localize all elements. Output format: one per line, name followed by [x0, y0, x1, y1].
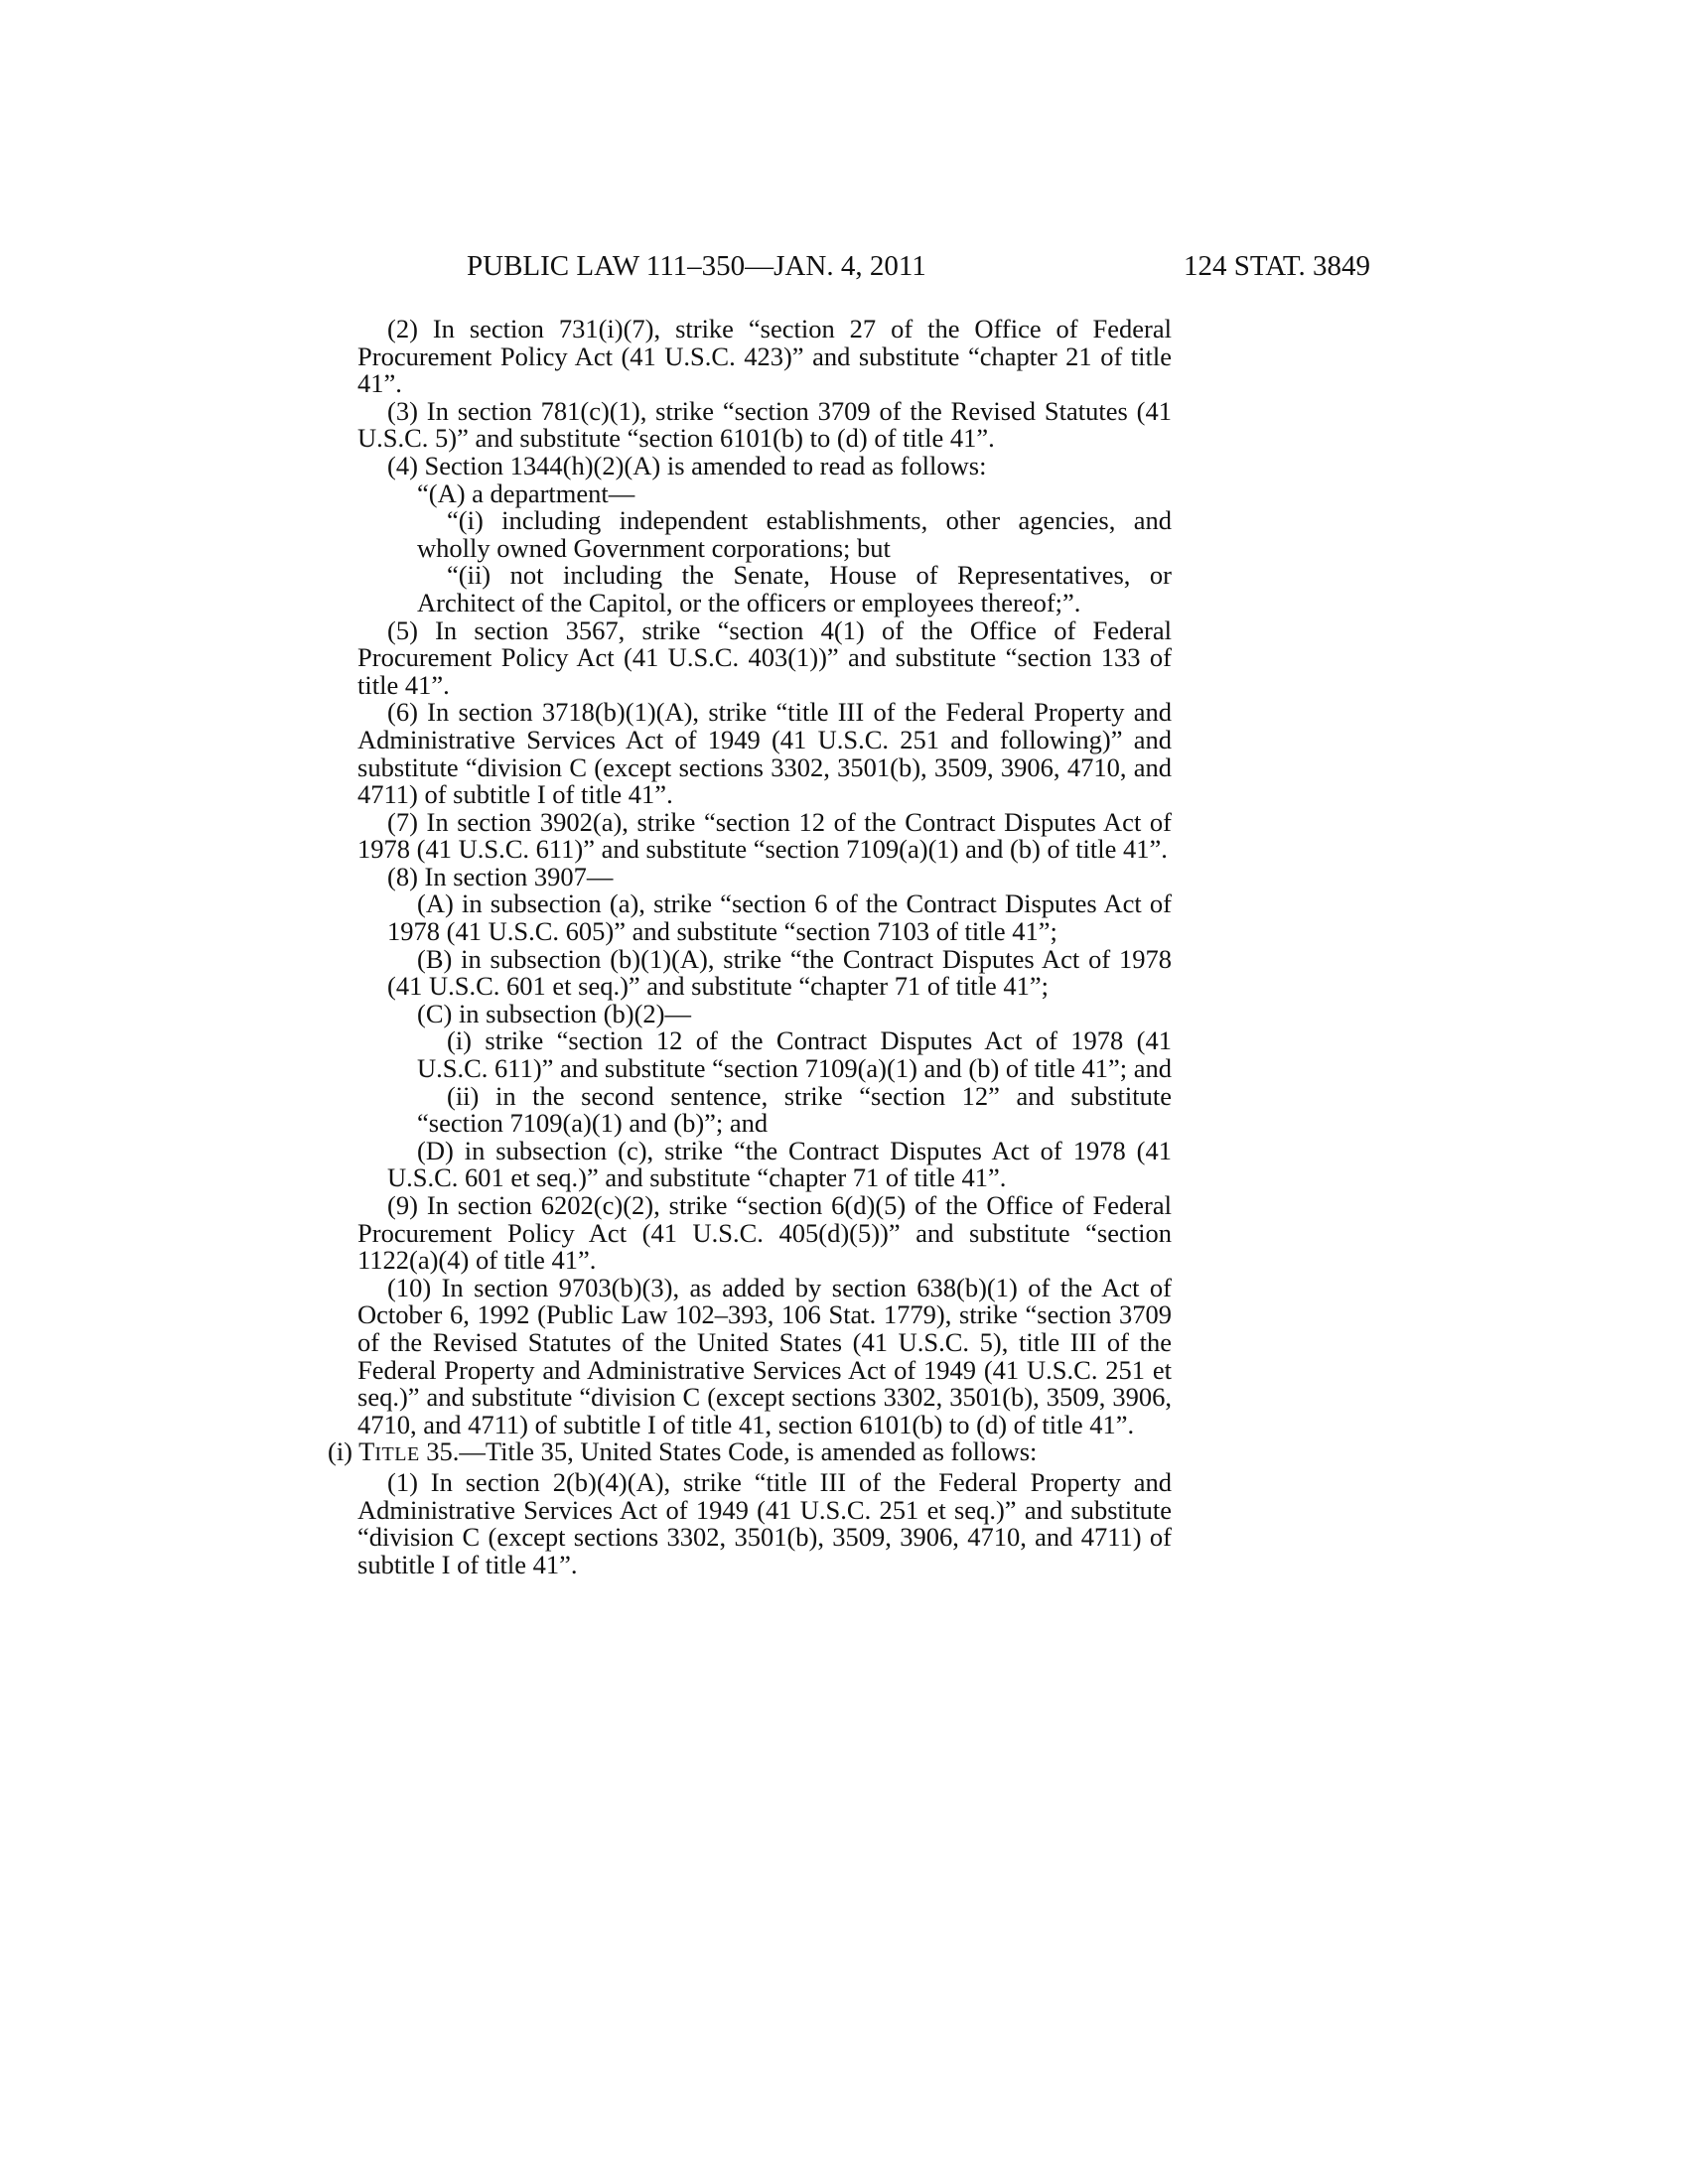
paragraph-5: (5) In section 3567, strike “section 4(1) of the Office of Federal Procurement Policy Act (41 U.S.C. 403(1))” and substitute “section 133 of title 41”. — [357, 614, 1172, 700]
paragraph-i-1: (1) In section 2(b)(4)(A), strike “title III of the Federal Property and Administrative Services Act of 1949 (41 U.S.C. 251 et seq.)” and substitute “division C (except sections 3302, 3501(b), 3509, 3906, 4710, and 4711) of subtitle I of title 41”. — [357, 1466, 1172, 1579]
subsection-i-heading-rest: ITLE — [374, 1443, 420, 1466]
paragraph-4-A-i: “(i) including independent establishments, other agencies, and wholly owned Government corporations; but — [417, 505, 1172, 563]
paragraph-3: (3) In section 781(c)(1), strike “section 3709 of the Revised Statutes (41 U.S.C. 5)” and substitute “section 6101(b) to (d) of title 41”. — [357, 395, 1172, 454]
paragraph-6: (6) In section 3718(b)(1)(A), strike “title III of the Federal Property and Administrative Services Act of 1949 (41 U.S.C. 251 and following)” and substitute “division C (except sections 3302, 3501(b), 3509, 3906, 4710, and 4711) of subtitle I of title 41”. — [357, 697, 1172, 810]
paragraph-7: (7) In section 3902(a), strike “section 12 of the Contract Disputes Act of 1978 (41 U.S.C. 611)” and substitute “section 7109(a)(1) and (b) of title 41”. — [357, 806, 1172, 865]
paragraph-8-C-i: (i) strike “section 12 of the Contract Disputes Act of 1978 (41 U.S.C. 611)” and substitute “section 7109(a)(1) and (b) of title 41”; and — [417, 1025, 1172, 1084]
paragraph-8-B: (B) in subsection (b)(1)(A), strike “the Contract Disputes Act of 1978 (41 U.S.C. 601 et seq.)” and substitute “chapter 71 of title 41”; — [387, 943, 1172, 1002]
body-text — [328, 314, 1172, 1579]
subsection-i-text: —Title 35, United States Code, is amended as follows: — [459, 1436, 1038, 1467]
paragraph-4: (4) Section 1344(h)(2)(A) is amended to read as follows: — [387, 450, 987, 480]
paragraph-4-A-ii: “(ii) not including the Senate, House of Representatives, or Architect of the Capitol, or the officers or employees thereof;”. — [417, 560, 1172, 617]
paragraph-8-C: (C) in subsection (b)(2)— — [417, 998, 691, 1028]
paragraph-8-D: (D) in subsection (c), strike “the Contract Disputes Act of 1978 (41 U.S.C. 601 et seq.)” and substitute “chapter 71 of title 41”. — [387, 1135, 1172, 1193]
paragraph-8: (8) In section 3907— — [387, 861, 614, 891]
running-header — [467, 246, 1370, 286]
paragraph-9: (9) In section 6202(c)(2), strike “section 6(d)(5) of the Office of Federal Procurement Policy Act (41 U.S.C. 405(d)(5))” and substitute “section 1122(a)(4) of title 41”. — [357, 1190, 1172, 1276]
subsection-i-heading-num: 35. — [419, 1436, 460, 1467]
header-page-number: 124 STAT. 3849 — [1183, 250, 1370, 282]
paragraph-2: (2) In section 731(i)(7), strike “section 27 of the Office of Federal Procurement Policy Act (41 U.S.C. 423)” and substitute “chapter 21 of title 41”. — [357, 314, 1172, 399]
paragraph-10: (10) In section 9703(b)(3), as added by section 638(b)(1) of the Act of October 6, 1992 (Public Law 102–393, 106 Stat. 1779), strike “section 3709 of the Revised Statutes of the United States (41 U.S.C. 5), title III of the Federal Property and Administrative Services Act of 1949 (41 U.S.C. 251 et seq.)” and substitute “division C (except sections 3302, 3501(b), 3509, 3906, 4710, and 4711) of subtitle I of title 41, section 6101(b) to (d) of title 41”. — [357, 1272, 1172, 1439]
header-title: PUBLIC LAW 111–350—JAN. 4, 2011 — [467, 250, 926, 282]
subsection-i-heading-first: T — [358, 1436, 375, 1467]
paragraph-4-A: “(A) a department— — [417, 478, 635, 508]
paragraph-8-A: (A) in subsection (a), strike “section 6 of the Contract Disputes Act of 1978 (41 U.S.C. 605)” and substitute “section 7103 of title 41”; — [387, 888, 1172, 947]
paragraph-8-C-ii: (ii) in the second sentence, strike “section 12” and substitute “section 7109(a)(1) and (b)”; and — [417, 1080, 1172, 1139]
subsection-i-heading — [328, 1438, 1172, 1469]
subsection-i-prefix: (i) — [328, 1436, 359, 1467]
